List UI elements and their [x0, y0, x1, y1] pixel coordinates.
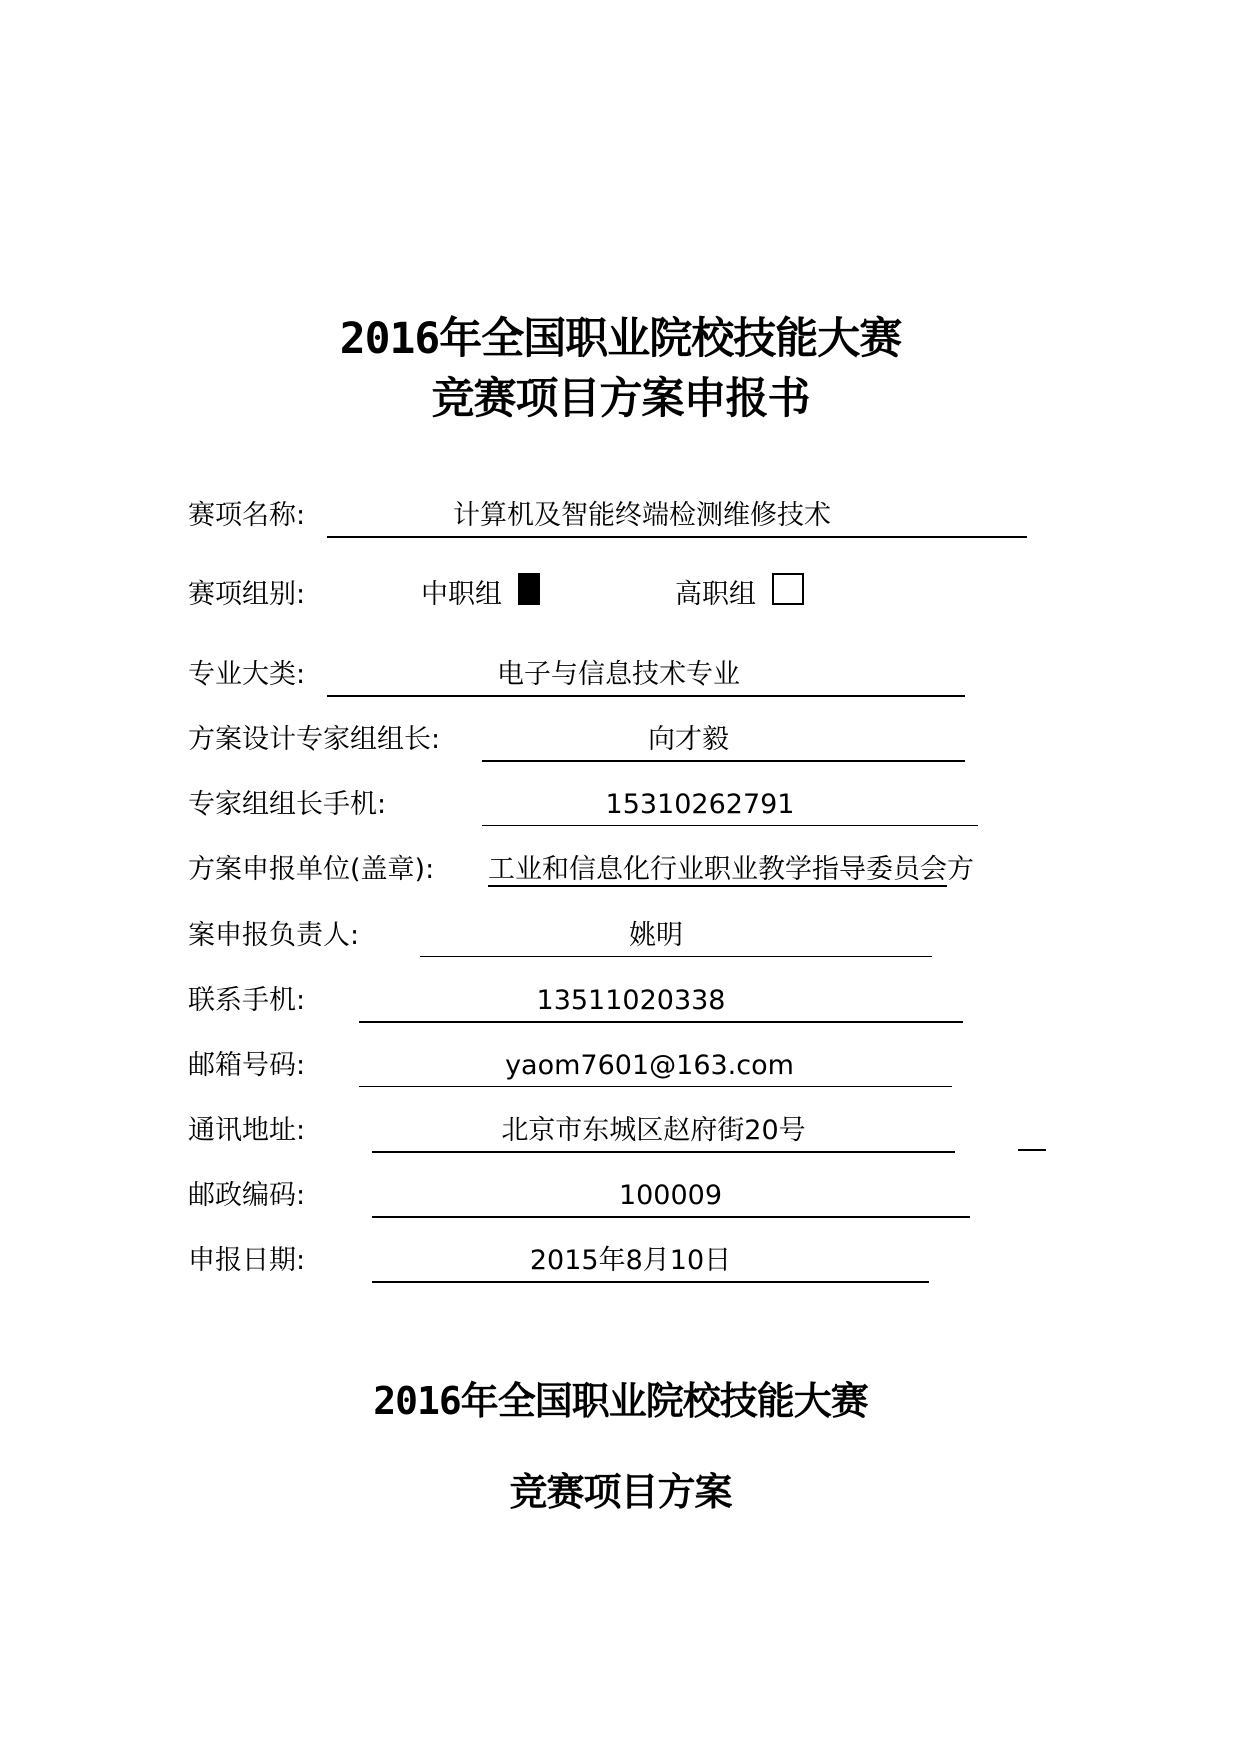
event-group-row: [188, 575, 1038, 615]
responsible-person-value: 姚明: [629, 920, 683, 951]
major-category-field[interactable]: [327, 655, 965, 697]
postal-code-field[interactable]: [372, 1176, 970, 1218]
major-category-label: 专业大类:: [188, 659, 306, 690]
responsible-person-label: 案申报负责人:: [188, 920, 360, 951]
email-value: yaom7601@163.com: [505, 1050, 794, 1081]
event-group-label: 赛项组别:: [188, 579, 306, 610]
date-row: [188, 1241, 1038, 1281]
postal-code-row: [188, 1176, 1038, 1216]
applicant-unit-row: [188, 850, 1088, 890]
expert-leader-value: 向才毅: [648, 724, 729, 755]
event-name-value: 计算机及智能终端检测维修技术: [453, 500, 831, 531]
contact-phone-field[interactable]: [359, 981, 963, 1023]
expert-leader-row: [188, 720, 1038, 760]
leader-phone-row: [188, 785, 1038, 825]
address-value: 北京市东城区赵府街20号: [501, 1115, 806, 1146]
higher-vocational-checkbox[interactable]: [772, 573, 804, 605]
responsible-person-field[interactable]: [420, 916, 932, 957]
applicant-unit-value: 工业和信息化行业职业教学指导委员会: [488, 854, 947, 885]
event-name-row: [188, 496, 1038, 536]
contact-phone-row: [188, 981, 1038, 1021]
address-field[interactable]: [372, 1111, 955, 1153]
postal-code-value: 100009: [618, 1180, 723, 1211]
email-field[interactable]: [359, 1046, 952, 1087]
leader-phone-label: 专家组组长手机:: [188, 789, 387, 820]
major-category-value: 电子与信息技术专业: [497, 659, 740, 690]
major-category-row: [188, 655, 1038, 695]
section-title-line2: 竞赛项目方案: [509, 1470, 732, 1514]
responsible-person-row: [188, 916, 1038, 956]
address-label: 通讯地址:: [188, 1115, 306, 1146]
expert-leader-field[interactable]: [482, 720, 965, 762]
email-label: 邮箱号码:: [188, 1050, 306, 1081]
applicant-unit-label: 方案申报单位(盖章):: [188, 854, 435, 885]
applicant-unit-field[interactable]: [488, 850, 974, 890]
applicant-unit-overflow: 方: [947, 854, 974, 885]
cover-title-line2: 竞赛项目方案申报书: [431, 374, 810, 424]
postal-code-label: 邮政编码:: [188, 1180, 306, 1211]
email-row: [188, 1046, 1038, 1086]
secondary-vocational-checkbox[interactable]: [518, 573, 540, 605]
contact-phone-label: 联系手机:: [188, 985, 306, 1016]
cover-title-line1: 2016年全国职业院校技能大赛: [339, 314, 902, 364]
section-title-line1: 2016年全国职业院校技能大赛: [373, 1379, 868, 1423]
contact-phone-value: 13511020338: [536, 985, 726, 1016]
event-name-label: 赛项名称:: [188, 500, 306, 531]
date-value: 2015年8月10日: [529, 1245, 732, 1276]
secondary-vocational-label: 中职组: [421, 579, 502, 610]
date-field[interactable]: [372, 1241, 929, 1283]
higher-vocational-label: 高职组: [675, 579, 756, 610]
date-label: 申报日期:: [188, 1245, 306, 1276]
leader-phone-value: 15310262791: [605, 789, 795, 820]
event-name-field[interactable]: [327, 496, 1027, 538]
address-row: [188, 1111, 1088, 1151]
trailing-underline: [1018, 1149, 1046, 1151]
expert-leader-label: 方案设计专家组组长:: [188, 724, 441, 755]
leader-phone-field[interactable]: [482, 785, 978, 826]
